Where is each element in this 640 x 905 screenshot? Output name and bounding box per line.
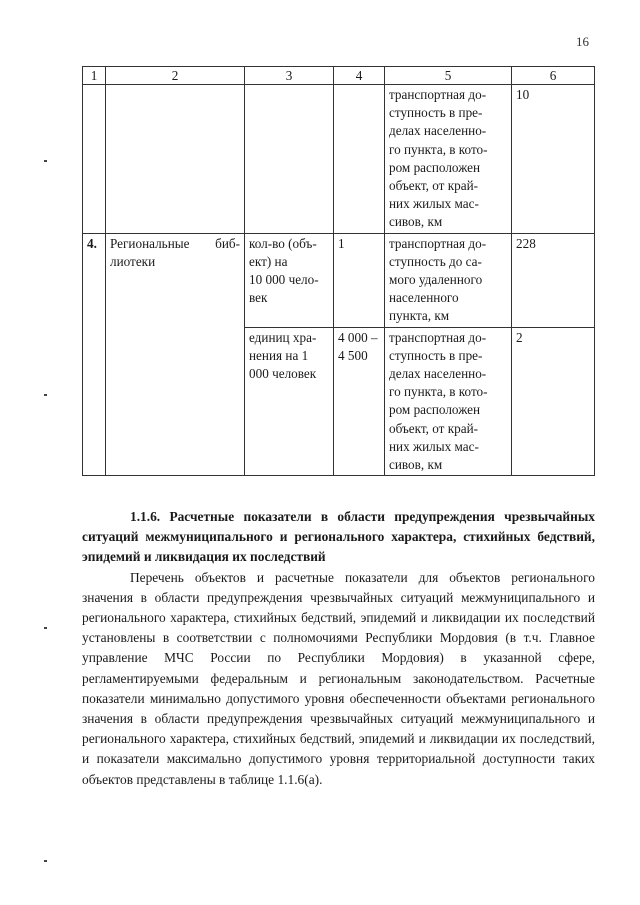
table-cell: 2 xyxy=(512,327,595,476)
cell-line: 4 500 xyxy=(338,347,368,363)
object-name-line: лиотеки xyxy=(110,253,156,269)
section-1-1-6 xyxy=(82,507,595,790)
cell-line: них жилых мас- xyxy=(389,196,479,212)
table-cell xyxy=(83,85,106,234)
object-name-word: Региональные xyxy=(110,235,190,251)
table-cell xyxy=(245,327,334,476)
cell-line: пункта, км xyxy=(389,308,450,324)
cell-line: ступность в пре- xyxy=(389,347,483,363)
cell-line: сивов, км xyxy=(389,457,443,473)
cell-line: ект) на xyxy=(249,253,288,269)
cell-line: мого удаленного xyxy=(389,272,483,288)
cell-line: го пункта, в кото- xyxy=(389,384,488,400)
cell-line: них жилых мас- xyxy=(389,438,479,454)
section-title: 1.1.6. Расчетные показатели в области предупреждения чрезвычайных ситуаций межмуниципального и регионального характера, стихийных бедствий, эпидемий и ликвидация их последствий xyxy=(82,509,595,565)
cell-line: делах населенно- xyxy=(389,366,487,382)
cell-line: транспортная до- xyxy=(389,87,487,102)
cell-line: делах населенно- xyxy=(389,123,487,139)
table-cell: 228 xyxy=(512,233,595,327)
table-cell xyxy=(245,85,334,234)
table-cell xyxy=(245,233,334,327)
cell-line: сивов, км xyxy=(389,214,443,230)
table-row xyxy=(83,85,595,234)
cell-line: 000 человек xyxy=(249,366,317,382)
header-cell: 1 xyxy=(83,67,106,85)
cell-line: кол-во (объ- xyxy=(249,235,317,251)
table-cell xyxy=(385,327,512,476)
cell-line: 10 000 чело- xyxy=(249,272,319,288)
header-cell: 4 xyxy=(334,67,385,85)
cell-line: объект, от край- xyxy=(389,420,479,436)
cell-line: транспортная до- xyxy=(389,329,487,345)
scan-speck xyxy=(44,860,47,862)
cell-line: век xyxy=(249,290,268,306)
scan-speck xyxy=(44,627,47,629)
table-cell xyxy=(334,85,385,234)
cell-line: го пункта, в кото- xyxy=(389,141,488,157)
header-cell: 2 xyxy=(106,67,245,85)
table-cell xyxy=(385,233,512,327)
header-cell: 6 xyxy=(512,67,595,85)
page-number: 16 xyxy=(576,34,589,49)
table-cell xyxy=(334,327,385,476)
cell-line: ступность до са- xyxy=(389,253,482,269)
object-name-line xyxy=(110,235,240,253)
cell-line: 4 000 – xyxy=(338,329,378,345)
table-cell xyxy=(106,85,245,234)
section-body-paragraph: Перечень объектов и расчетные показатели для объектов регионального значения в области предупреждения чрезвычайных ситуаций межмуниципального и регионального характера, стихийных бедствий, эпидемий и ликвидации их последствий установлены в соответствии с полномочиями Республики Мордовия (в т.ч. Главное управление МЧС России по Республики Мордовия) в указанной сфере, регламентируемыми федеральным и региональным законодательством. Расчетные показатели минимально допустимого уровня обеспеченности объектами регионального значения в области предупреждения чрезвычайных ситуаций межмуниципального и регионального характера, стихийных бедствий, эпидемий и ликвидации их последствий, и показатели максимально допустимого уровня территориальной доступности таких объектов представлены в таблице 1.1.6(а). xyxy=(82,569,595,787)
object-name-cell xyxy=(106,233,245,476)
cell-line: объект, от край- xyxy=(389,178,479,194)
indicators-table xyxy=(82,66,595,476)
table-cell xyxy=(385,85,512,234)
cell-line: населенного xyxy=(389,290,459,306)
header-cell: 3 xyxy=(245,67,334,85)
header-cell: 5 xyxy=(385,67,512,85)
table-cell: 1 xyxy=(334,233,385,327)
table-cell: 10 xyxy=(512,85,595,234)
scan-speck xyxy=(44,160,47,162)
table-row xyxy=(83,233,595,327)
cell-line: транспортная до- xyxy=(389,235,487,251)
row-number: 4. xyxy=(83,233,106,476)
table-header-row xyxy=(83,67,595,85)
cell-line: ром расположен xyxy=(389,159,481,175)
cell-line: ром расположен xyxy=(389,402,481,418)
scan-speck xyxy=(44,394,47,396)
object-name-word: биб- xyxy=(215,235,240,251)
cell-line: нения на 1 xyxy=(249,347,309,363)
cell-line: единиц хра- xyxy=(249,329,317,345)
cell-line: ступность в пре- xyxy=(389,105,483,121)
